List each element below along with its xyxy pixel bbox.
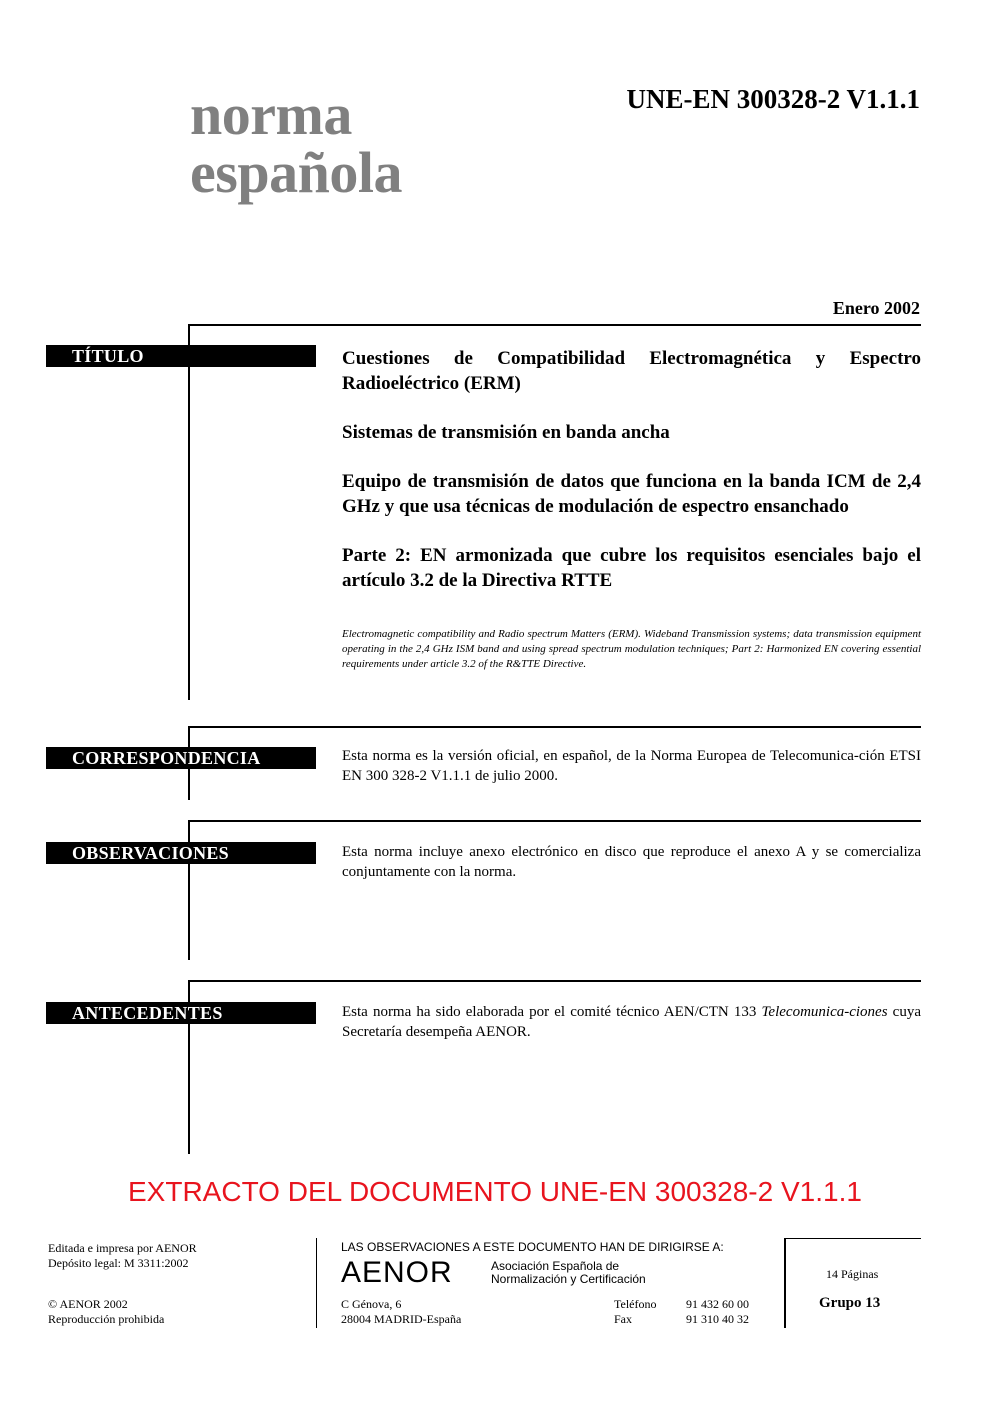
tel-value: 91 432 60 00: [686, 1297, 749, 1311]
footer-reproduccion: Reproducción prohibida: [48, 1312, 165, 1326]
footer-edited: Editada e impresa por AENOR: [48, 1241, 197, 1255]
price-group: Grupo 13: [819, 1295, 881, 1311]
assoc-line-2: Normalización y Certificación: [491, 1272, 646, 1286]
vertical-rule-observaciones: [188, 820, 190, 960]
footer-edition: [48, 1241, 197, 1271]
footer-contact-labels: [614, 1297, 656, 1327]
fax-value: 91 310 40 32: [686, 1312, 749, 1326]
publication-date: Enero 2002: [832, 298, 920, 318]
tel-label: Teléfono: [614, 1297, 657, 1311]
section-label-antecedentes: ANTECEDENTES: [46, 1002, 316, 1024]
antecedentes-text-end: cuya Secretaría desempeña AENOR.: [342, 1004, 921, 1040]
assoc-line-1: Asociación Española de: [491, 1259, 620, 1273]
address-city: 28004 MADRID-España: [341, 1312, 462, 1326]
correspondencia-text: Esta norma es la versión oficial, en español, de la Norma Europea de Telecomunica-ción ETSI EN 300 328-2 V1.1.1 de julio 2000.: [342, 748, 921, 784]
logo-line-norma: norma: [190, 82, 352, 147]
aenor-logo: AENOR: [341, 1256, 453, 1289]
aenor-association: [491, 1260, 646, 1286]
section-label-observaciones: OBSERVACIONES: [46, 842, 316, 864]
footer-obs-heading: LAS OBSERVACIONES A ESTE DOCUMENTO HAN DE DIRIGIRSE A:: [341, 1240, 724, 1254]
footer-deposito: Depósito legal: M 3311:2002: [48, 1256, 189, 1270]
footer-address: [341, 1297, 461, 1327]
observaciones-text: Esta norma incluye anexo electrónico en disco que reproduce el anexo A y se comercializa conjuntamente con la norma.: [342, 844, 921, 880]
english-title: Electromagnetic compatibility and Radio spectrum Matters (ERM). Wideband Transmission systems; data transmission equipment operating in the 2,4 GHz ISM band and using spread spectrum modulation techniques; Part 2: Harmonized EN covering essential requirements under article 3.2 of the R&TTE Directive.: [342, 628, 921, 670]
title-block: [342, 346, 921, 593]
fax-label: Fax: [614, 1312, 632, 1326]
footer-rights: [48, 1297, 164, 1327]
vertical-rule-titulo: [188, 324, 190, 700]
pages-box-top: [784, 1238, 921, 1239]
page-count: 14 Páginas: [826, 1267, 879, 1281]
pages-box-left: [784, 1238, 786, 1328]
footer-copyright: © AENOR 2002: [48, 1297, 128, 1311]
section-label-titulo: TÍTULO: [46, 345, 316, 367]
logo-line-espanola: española: [190, 140, 402, 205]
title-paragraph-2: Sistemas de transmisión en banda ancha: [342, 422, 670, 443]
divider-titulo: [188, 324, 921, 326]
divider-antecedentes: [188, 980, 921, 982]
divider-correspondencia: [188, 726, 921, 728]
antecedentes-text-start: Esta norma ha sido elaborada por el comité técnico AEN/CTN 133: [342, 1004, 762, 1020]
title-paragraph-1: Cuestiones de Compatibilidad Electromagnética y Espectro Radioeléctrico (ERM): [342, 348, 921, 394]
standard-code: UNE-EN 300328-2 V1.1.1: [626, 84, 920, 114]
footer-contact-values: [686, 1297, 749, 1327]
footer-divider-left: [316, 1238, 317, 1328]
address-street: C Génova, 6: [341, 1297, 402, 1311]
divider-observaciones: [188, 820, 921, 822]
antecedentes-committee-name: Telecomunica-ciones: [761, 1004, 888, 1020]
title-paragraph-3: Equipo de transmisión de datos que funciona en la banda ICM de 2,4 GHz y que usa técnicas de modulación de espectro ensanchado: [342, 471, 921, 517]
extract-watermark: EXTRACTO DEL DOCUMENTO UNE-EN 300328-2 V1.1.1: [128, 1176, 862, 1207]
antecedentes-text: [342, 1002, 921, 1042]
section-label-correspondencia: CORRESPONDENCIA: [46, 747, 316, 769]
title-paragraph-4: Parte 2: EN armonizada que cubre los requisitos esenciales bajo el artículo 3.2 de la Directiva RTTE: [342, 545, 921, 591]
